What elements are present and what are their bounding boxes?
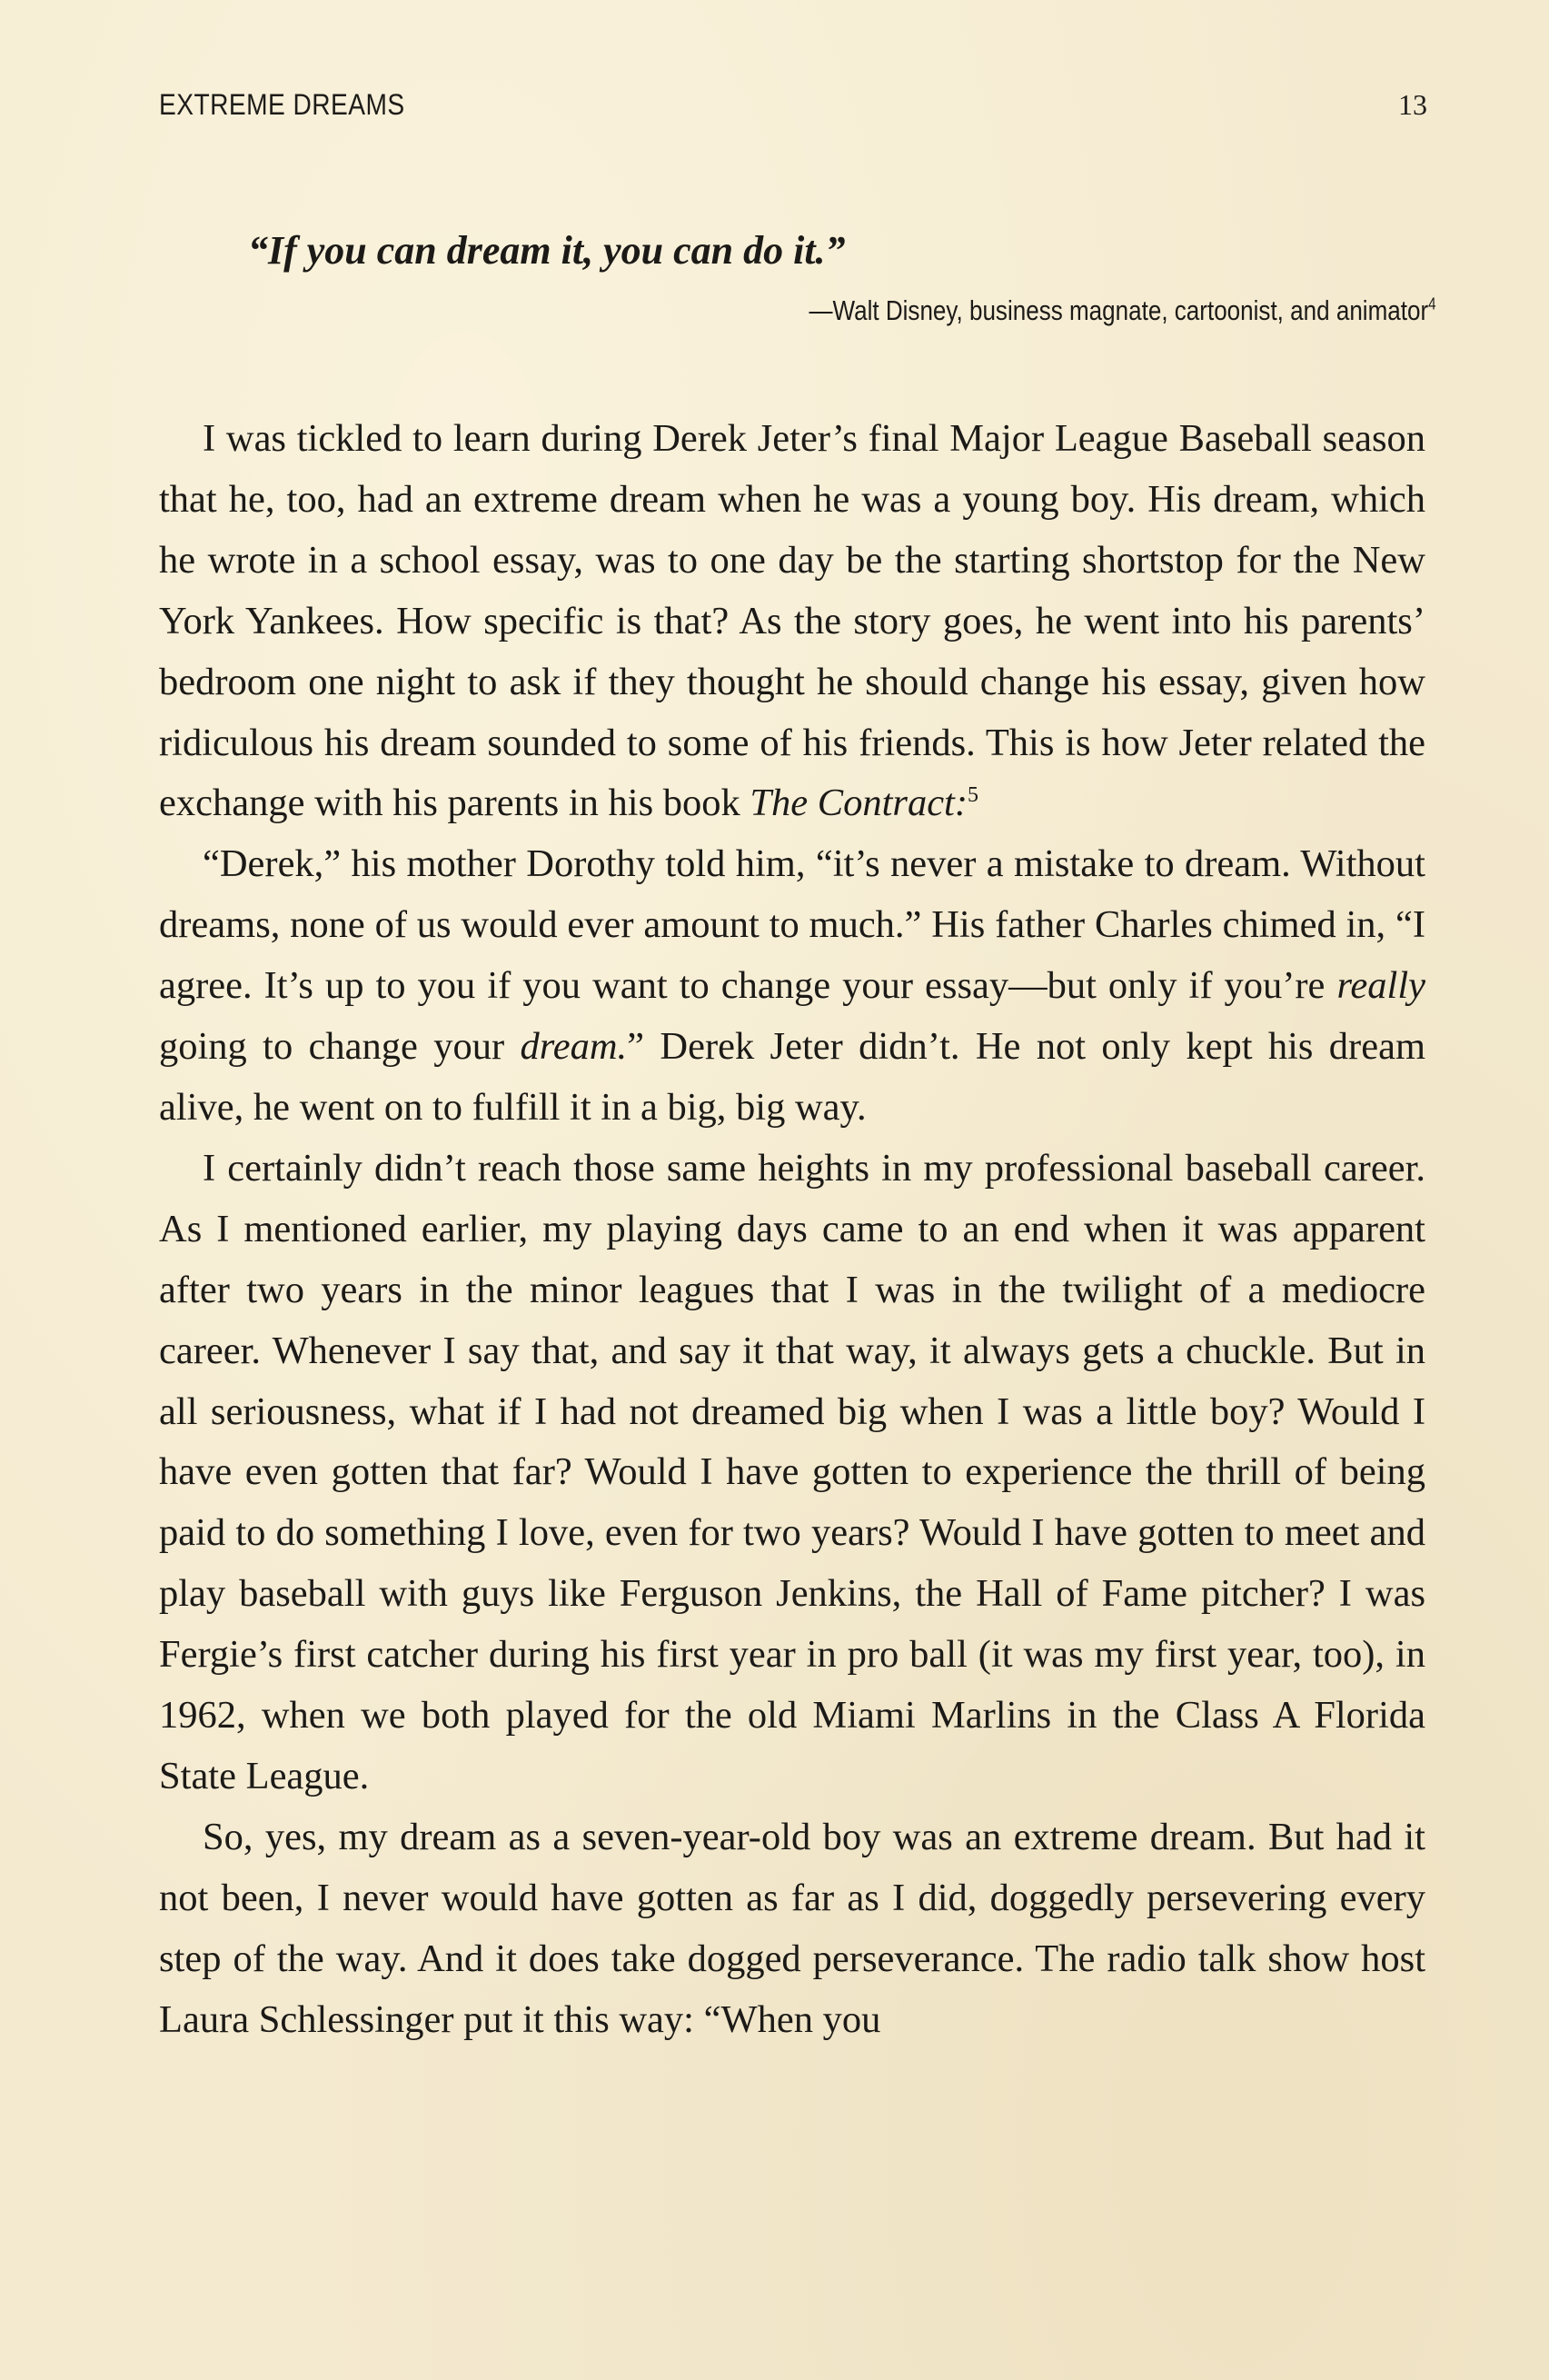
paragraph-4 xyxy=(159,1807,1425,2051)
footnote-ref-5: 5 xyxy=(968,783,979,808)
paragraph-1 xyxy=(159,409,1425,834)
paragraph-2-text-c: ” Derek Jeter didn’t. He not only kept his dream alive, he went on to fulfill it in a big, big way. xyxy=(159,1025,1425,1129)
paragraph-4-text: So, yes, my dream as a seven-year-old boy was an extreme dream. But had it not been, I never would have gotten as far as I did, doggedly persevering every step of the way. And it does take dogged perseverance. The radio talk show host Laura Schlessinger put it this way: “When you xyxy=(159,1815,1425,2041)
paragraph-3 xyxy=(159,1139,1425,1807)
book-title: The Contract: xyxy=(750,782,968,825)
attribution-text: —Walt Disney, business magnate, cartoonist, and animator xyxy=(809,294,1429,326)
footnote-ref-4: 4 xyxy=(1428,294,1436,314)
paragraph-2-text-b: going to change your xyxy=(159,1025,521,1069)
paragraph-1-text: I was tickled to learn during Derek Jeter’s final Major League Baseball season that he, too, had an extreme dream when he was a young boy. His dream, which he wrote in a school essay, was to one day be the starting shortstop for the New York Yankees. How specific is that? As the story goes, he went into his parents’ bedroom one night to ask if they thought he should change his essay, given how ridiculous his dream sounded to some of his friends. This is how Jeter related the exchange with his parents in his book xyxy=(159,417,1425,825)
emphasis-dream: dream. xyxy=(520,1025,628,1069)
epigraph-quote: “If you can dream it, you can do it.” xyxy=(248,228,846,273)
paragraph-3-text: I certainly didn’t reach those same heights in my professional baseball career. As I mentioned earlier, my playing days came to an end when it was apparent after two years in the minor leagues that I was in the twilight of a mediocre career. Whenever I say that, and say it that way, it always gets a chuckle. But in all seriousness, what if I had not dreamed big when I was a little boy? Would I have even gotten that far? Would I have gotten to experience the thrill of being paid to do something I love, even for two years? Would I have gotten to meet and play baseball with guys like Ferguson Jenkins, the Hall of Fame pitcher? I was Fergie’s first catcher during his first year in pro ball (it was my first year, too), in 1962, when we both played for the old Miami Marlins in the Class A Florida State League. xyxy=(159,1146,1425,1797)
page-number: 13 xyxy=(1398,88,1427,121)
emphasis-really: really xyxy=(1336,964,1425,1008)
paragraph-2 xyxy=(159,834,1425,1139)
body-text xyxy=(159,409,1425,2050)
paragraph-2-text-a: “Derek,” his mother Dorothy told him, “it’s never a mistake to dream. Without dreams, none of us would ever amount to much.” His father Charles chimed in, “I agree. It’s up to you if you want to change your essay—but only if you’re xyxy=(159,842,1425,1008)
running-head: EXTREME DREAMS xyxy=(159,88,405,121)
epigraph-attribution xyxy=(809,294,1436,327)
